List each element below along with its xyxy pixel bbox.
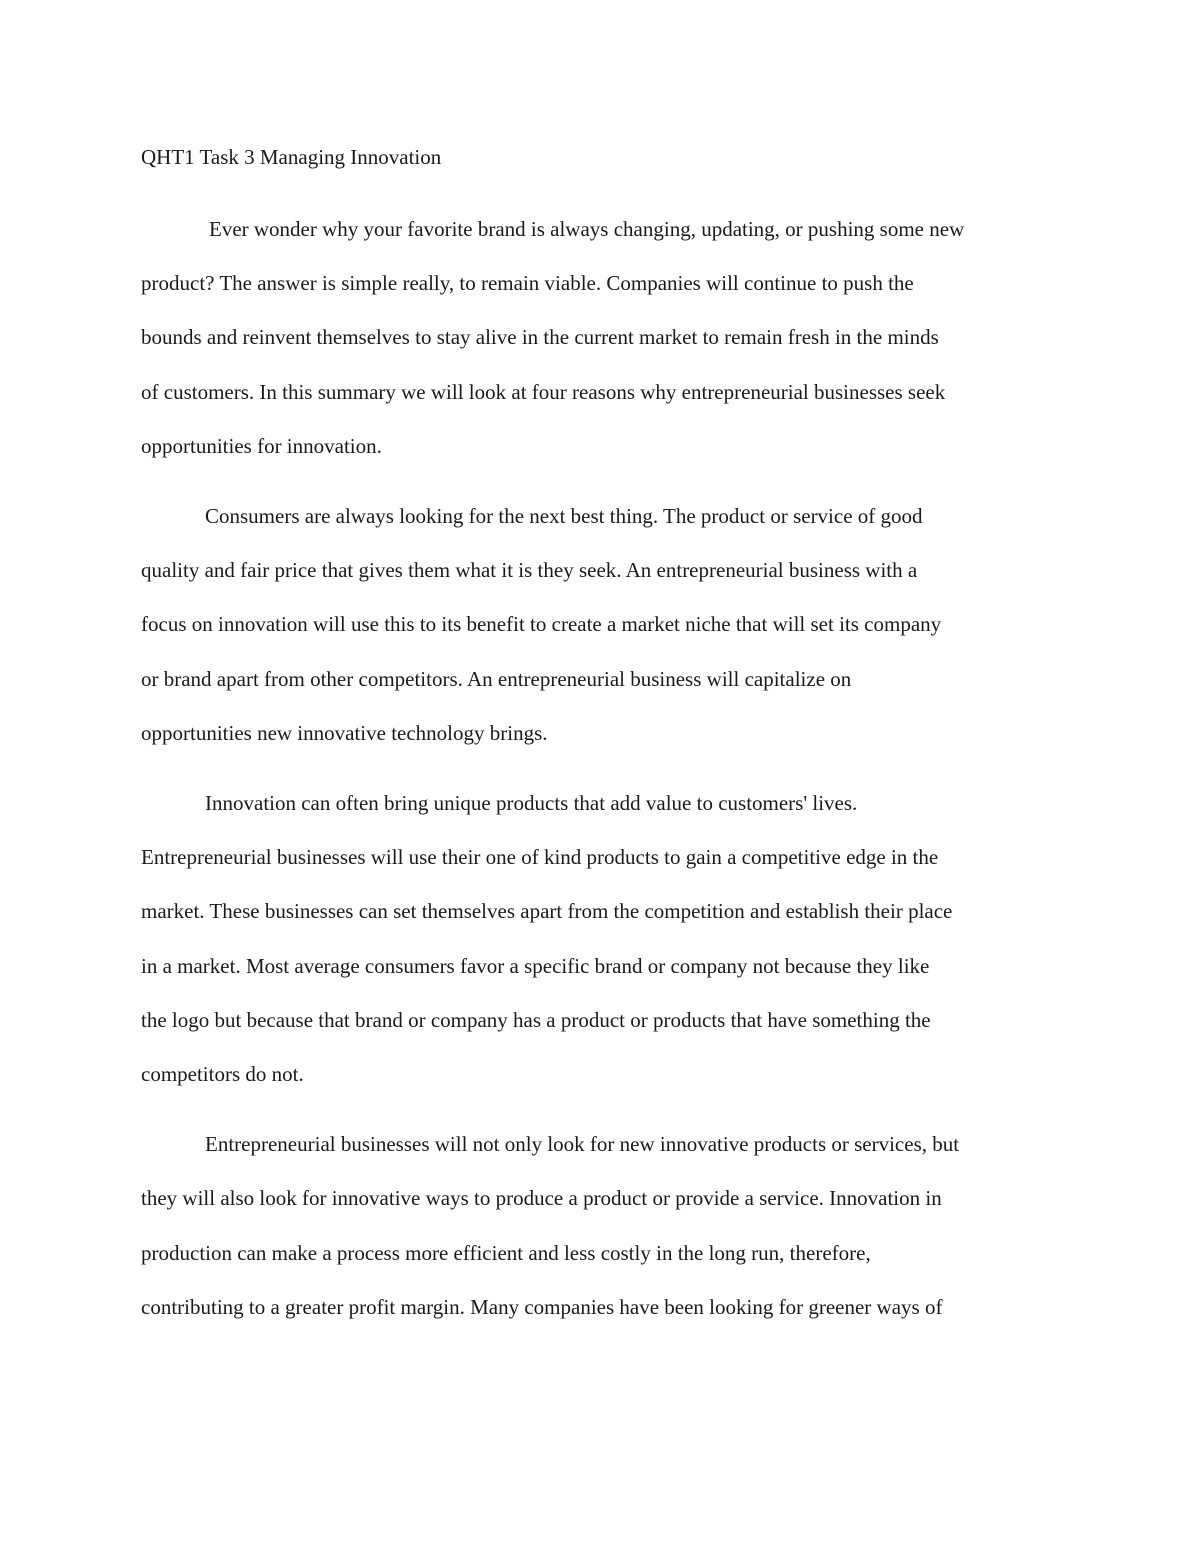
paragraph-line: focus on innovation will use this to its benefit to create a market niche that will set its company: [141, 612, 942, 637]
paragraph-line: Consumers are always looking for the next best thing. The product or service of good: [205, 504, 923, 529]
paragraph-line: Ever wonder why your favorite brand is always changing, updating, or pushing some new: [209, 217, 965, 241]
paragraph-line: competitors do not.: [141, 1062, 304, 1087]
paragraph-line: market. These businesses can set themselves apart from the competition and establish their place: [141, 899, 953, 924]
paragraph-line: in a market. Most average consumers favor a specific brand or company not because they like: [141, 953, 930, 978]
paragraph-unique-products: [141, 776, 1059, 1101]
paragraph-intro: [141, 202, 1059, 473]
document-body: [141, 142, 1059, 1350]
paragraph-line: Innovation can often bring unique products that add value to customers' lives.: [205, 791, 858, 816]
paragraph-line: opportunities new innovative technology brings.: [141, 720, 548, 745]
paragraph-consumers: [141, 489, 1059, 760]
paragraph-line: of customers. In this summary we will look at four reasons why entrepreneurial businesses seek: [141, 379, 946, 404]
paragraph-line: contributing to a greater profit margin. Many companies have been looking for greener ways of: [141, 1294, 943, 1319]
paragraph-production: [141, 1117, 1059, 1334]
paragraph-line: production can make a process more efficient and less costly in the long run, therefore,: [141, 1240, 871, 1265]
paragraph-line: or brand apart from other competitors. An entrepreneurial business will capitalize on: [141, 666, 852, 691]
paragraph-line: Entrepreneurial businesses will use their one of kind products to gain a competitive edge in the: [141, 845, 939, 870]
document-title: QHT1 Task 3 Managing Innovation: [141, 145, 442, 169]
paragraph-line: quality and fair price that gives them what it is they seek. An entrepreneurial business with a: [141, 558, 918, 583]
paragraph-line: Entrepreneurial businesses will not only look for new innovative products or services, but: [205, 1132, 960, 1157]
paragraph-line: they will also look for innovative ways to produce a product or provide a service. Innovation in: [141, 1186, 942, 1211]
paragraph-line: bounds and reinvent themselves to stay alive in the current market to remain fresh in the minds: [141, 325, 939, 350]
paragraph-line: product? The answer is simple really, to remain viable. Companies will continue to push the: [141, 271, 914, 296]
paragraph-line: opportunities for innovation.: [141, 433, 382, 458]
paragraph-line: the logo but because that brand or company has a product or products that have something the: [141, 1007, 931, 1032]
